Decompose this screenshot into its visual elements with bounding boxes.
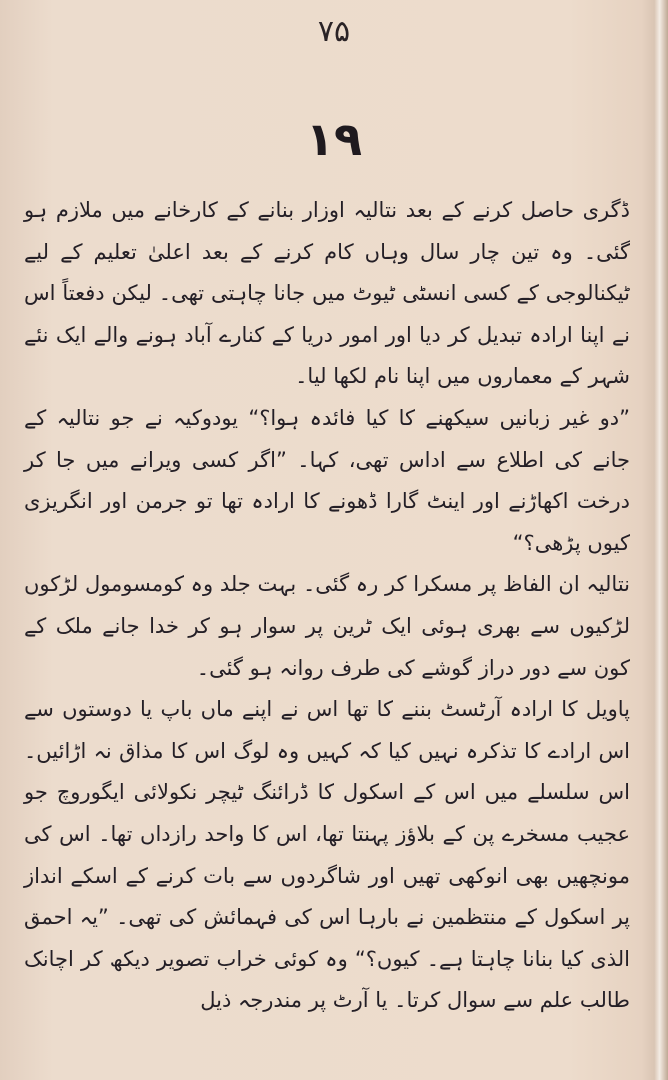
page-number: ۷۵ <box>317 14 351 49</box>
paragraph: پاویل کا ارادہ آرٹسٹ بننے کا تھا اس نے اپنے ماں باپ یا دوستوں سے اس ارادے کا تذکرہ نہیں کیا کہ کہیں وہ لوگ اس کا مذاق نہ اڑائیں۔ اس سلسلے میں اس کے اسکول کا ڈرائنگ ٹیچر نکولائی ایگوروچ جو عجیب مسخرے پن کے بلاؤز پہنتا تھا، اس کا واحد رازداں تھا۔ اس کی مونچھیں بھی انوکھی تھیں اور شاگردوں سے بات کرنے کے اسکے انداز پر اسکول کے منتظمین نے بارہا اس کی فہمائش کی تھی۔ ”یہ احمق الذی کیا بنانا چاہتا ہے۔ کیوں؟“ وہ کوئی خراب تصویر دیکھ کر اچانک طالب علم سے سوال کرتا۔ یا آرٹ پر مندرجہ ذیل <box>24 697 630 1013</box>
paragraph: ڈگری حاصل کرنے کے بعد نتالیہ اوزار بنانے کے کارخانے میں ملازم ہو گئی۔ وہ تین چار سال وہاں کام کرنے کے بعد اعلیٰ تعلیم کے لیے ٹیکنالوجی کے کسی انسٹی ٹیوٹ میں جانا چاہتی تھی۔ لیکن دفعتاً اس نے اپنا ارادہ تبدیل کر دیا اور امور دریا کے کنارے آباد ہونے والے ایک نئے شہر کے معماروں میں اپنا نام لکھا لیا۔ <box>24 198 630 389</box>
paragraph: نتالیہ ان الفاظ پر مسکرا کر رہ گئی۔ بہت جلد وہ کومسومول لڑکوں لڑکیوں سے بھری ہوئی ایک ٹرین پر سوار ہو کر خدا جانے ملک کے کون سے دور دراز گوشے کی طرف روانہ ہو گئی۔ <box>24 572 630 680</box>
paragraph: ”دو غیر زبانیں سیکھنے کا کیا فائدہ ہوا؟“ یودوکیہ نے جو نتالیہ کے جانے کی اطلاع سے اداس تھی، کہا۔ ”اگر کسی ویرانے میں جا کر درخت اکھاڑنے اور اینٹ گارا ڈھونے کا ارادہ تھا تو جرمن اور انگریزی کیوں پڑھی؟“ <box>24 405 630 555</box>
body-text <box>24 190 630 1022</box>
chapter-number: ۱۹ <box>305 112 363 166</box>
